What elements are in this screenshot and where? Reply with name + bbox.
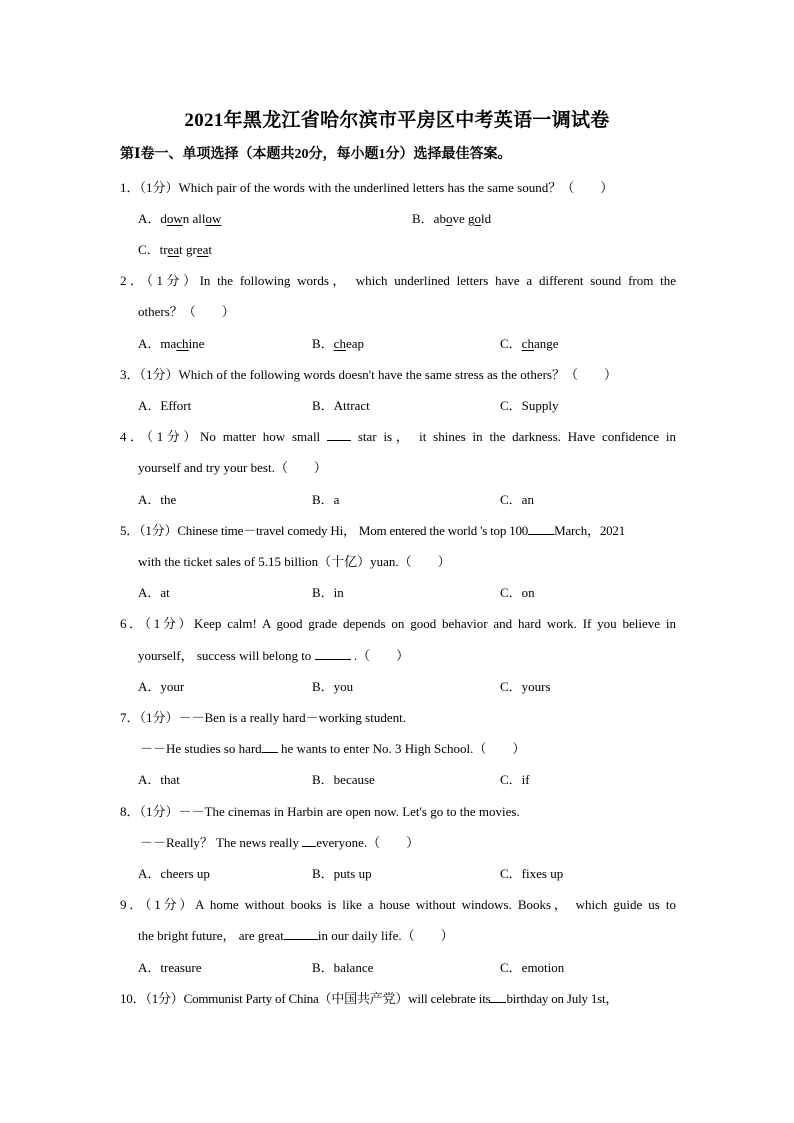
option-6c: C．yours <box>500 679 551 694</box>
option-5c: C．on <box>500 585 535 600</box>
option-3b: B．Attract <box>312 398 370 413</box>
question-stem: A home without books is like a house without windows. Books， which guide us to <box>195 897 676 912</box>
option-8b: B．puts up <box>312 866 372 881</box>
answer-blank <box>528 523 554 535</box>
option-5a: A．at <box>138 585 170 600</box>
option-6b: B．you <box>312 679 354 694</box>
option-7b: B．because <box>312 772 375 787</box>
option-6a: A．your <box>138 679 185 694</box>
answer-blank <box>490 991 506 1003</box>
question-5: 5．（1分）Chinese time－travel comedy Hi， Mom entered the world 's top 100 March，2021 <box>120 523 626 538</box>
option-5b: B．in <box>312 585 344 600</box>
option-4c: C．an <box>500 492 534 507</box>
question-number: 9．（1分） <box>120 897 196 912</box>
question-9 <box>120 894 676 913</box>
answer-blank <box>284 928 318 940</box>
option-7a: A．that <box>138 772 180 787</box>
option-4a: A．the <box>138 492 177 507</box>
question-2 <box>120 270 676 289</box>
question-stem: Which pair of the words with the underlined letters has the same sound？（ ） <box>178 180 614 195</box>
option-4b: B．a <box>312 492 340 507</box>
option-2a: A．machine <box>138 336 205 351</box>
question-number: 4．（1分） <box>120 429 201 444</box>
question-4: 4．（1分）No matter how small star is， it shines in the darkness. Have confidence in <box>120 429 676 444</box>
option-7c: C．if <box>500 772 530 787</box>
question-stem: －－The cinemas in Harbin are open now. Let's go to the movies. <box>178 804 520 819</box>
answer-blank <box>302 835 316 847</box>
question-5-cont: with the ticket sales of 5.15 billion（十亿）yuan.（ ） <box>138 554 451 569</box>
question-2-cont: others？（ ） <box>138 304 235 319</box>
question-6 <box>120 613 676 632</box>
question-number: 3．（1分） <box>120 367 179 382</box>
question-6-cont: yourself， success will belong to .（ ） <box>138 648 410 663</box>
question-9-cont: the bright future， are great in our daily life.（ ） <box>138 928 454 943</box>
question-stem: Which of the following words doesn't have the same stress as the others？（ ） <box>178 367 617 382</box>
question-stem: In the following words， which underlined letters have a different sound from the <box>199 273 676 288</box>
page-title: 2021年黑龙江省哈尔滨市平房区中考英语一调试卷 <box>184 110 610 131</box>
question-8-cont: －－Really？ The news really everyone.（ ） <box>140 835 420 850</box>
option-2b: B．cheap <box>312 336 364 351</box>
option-1b: B．above gold <box>412 211 492 226</box>
question-number: 8．（1分） <box>120 804 179 819</box>
option-3a: A．Effort <box>138 398 192 413</box>
question-number: 2．（1分） <box>120 273 200 288</box>
question-7-cont: －－He studies so hard he wants to enter No. 3 High School.（ ） <box>140 741 526 756</box>
question-number: 6．（1分） <box>120 616 194 631</box>
question-7 <box>120 707 676 726</box>
question-10: 10．（1分）Communist Party of China（中国共产党）will celebrate its birthday on July 1st， <box>120 991 619 1006</box>
option-9c: C．emotion <box>500 960 565 975</box>
question-number: 5．（1分） <box>120 523 178 538</box>
question-3 <box>120 364 676 383</box>
answer-blank <box>327 429 351 441</box>
option-9a: A．treasure <box>138 960 202 975</box>
section-heading: 第Ⅰ卷一、单项选择（本题共20分，每小题1分）选择最佳答案。 <box>120 147 512 162</box>
option-8a: A．cheers up <box>138 866 210 881</box>
question-4-cont: yourself and try your best.（ ） <box>138 460 327 475</box>
question-1 <box>120 177 676 196</box>
option-8c: C．fixes up <box>500 866 564 881</box>
answer-blank <box>262 741 278 753</box>
option-2c: C．change <box>500 336 559 351</box>
question-stem: Keep calm! A good grade depends on good behavior and hard work. If you believe in <box>193 616 676 631</box>
question-number: 10．（1分） <box>120 991 184 1006</box>
question-number: 1．（1分） <box>120 180 179 195</box>
answer-blank <box>315 648 351 660</box>
question-number: 7．（1分） <box>120 710 179 725</box>
question-8 <box>120 801 676 820</box>
question-stem: －－Ben is a really hard－working student. <box>178 710 406 725</box>
option-3c: C．Supply <box>500 398 559 413</box>
option-9b: B．balance <box>312 960 374 975</box>
option-1a: A．down allow <box>138 211 222 226</box>
option-1c: C．treat great <box>138 242 213 257</box>
